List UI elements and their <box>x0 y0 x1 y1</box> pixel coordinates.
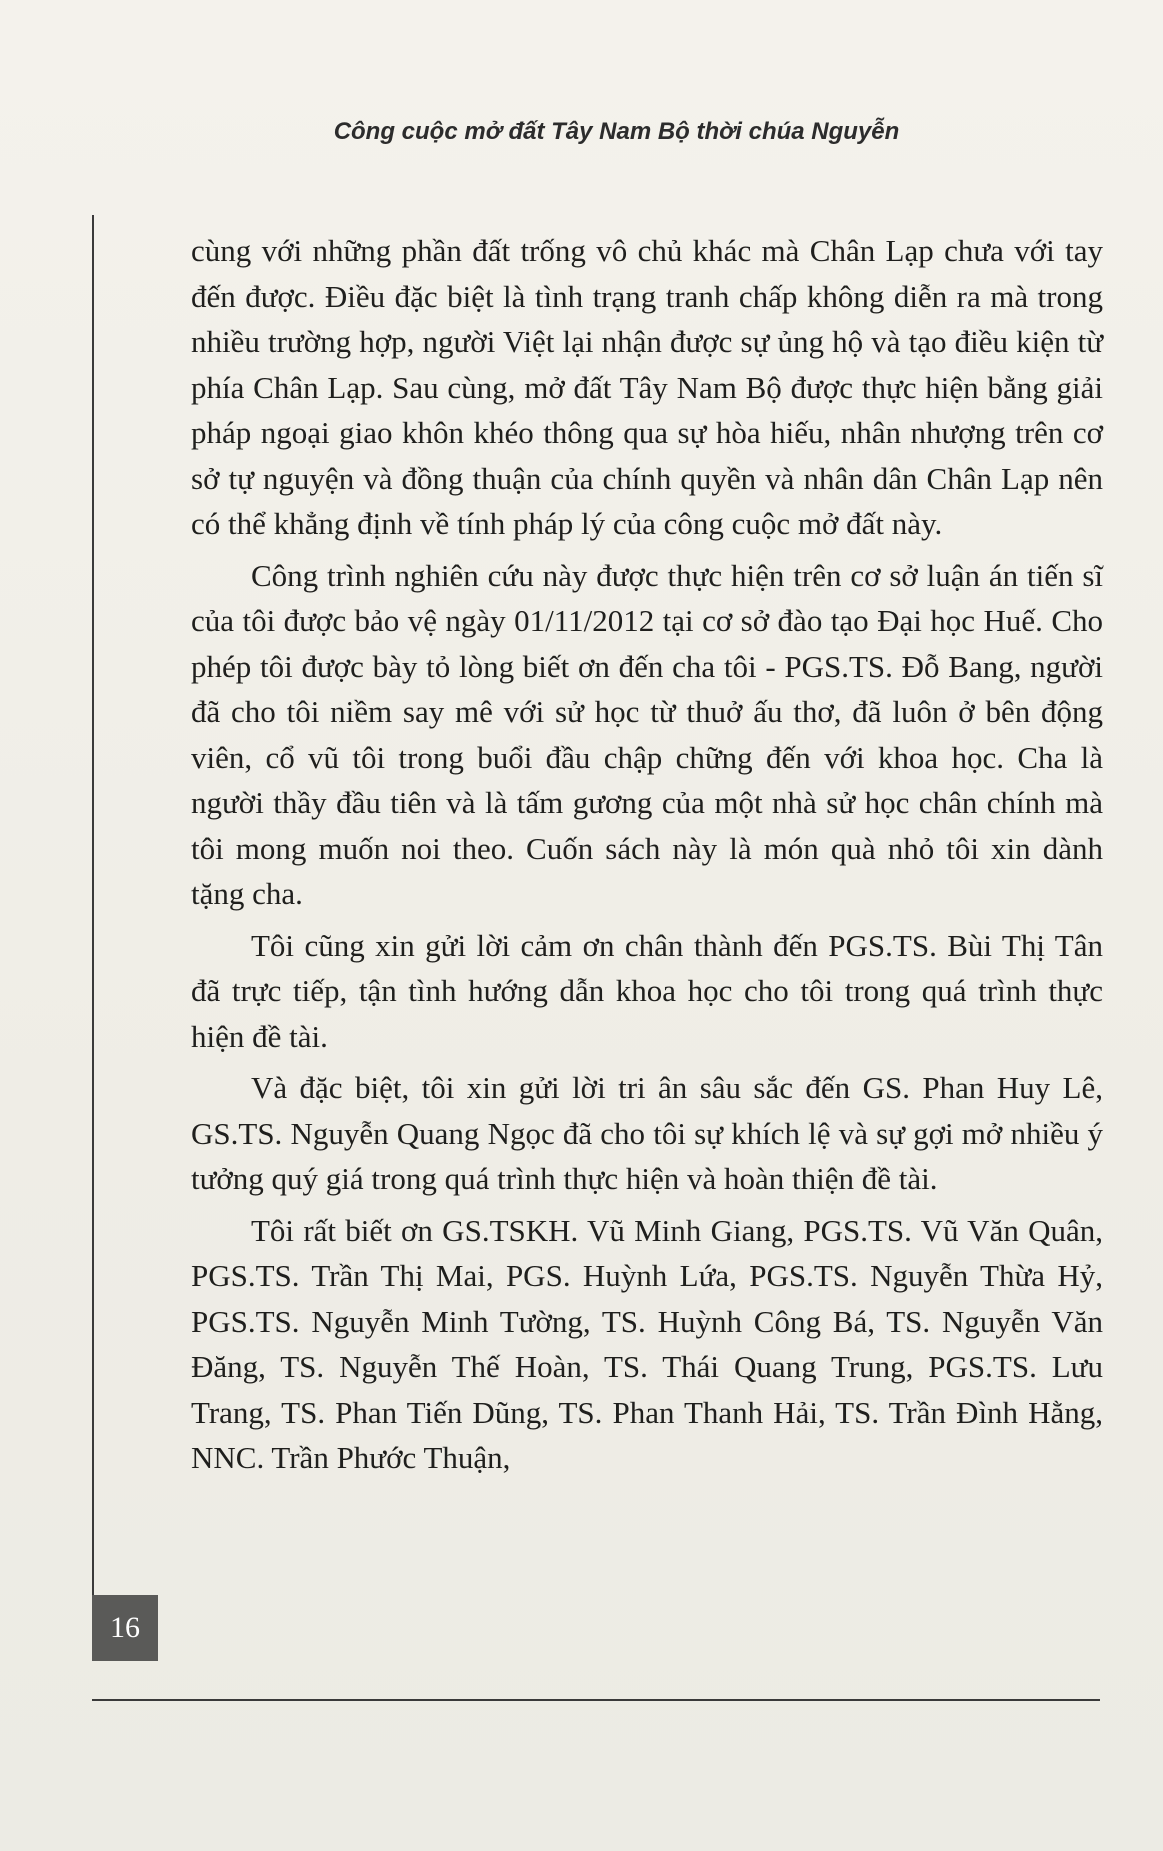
paragraph-thesis-acknowledgement: Công trình nghiên cứu này được thực hiện trên cơ sở luận án tiến sĩ của tôi được bảo vệ ngày 01/11/2012 tại cơ sở đào tạo Đại học Huế. Cho phép tôi được bày tỏ lòng biết ơn đến cha tôi - PGS.TS. Đỗ Bang, người đã cho tôi niềm say mê với sử học từ thuở ấu thơ, đã luôn ở bên động viên, cổ vũ tôi trong buổi đầu chập chững đến với khoa học. Cha là người thầy đầu tiên và là tấm gương của một nhà sử học chân chính mà tôi mong muốn noi theo. Cuốn sách này là món quà nhỏ tôi xin dành tặng cha. <box>191 557 1103 911</box>
page-number: 16 <box>92 1595 158 1661</box>
paragraph-special-thanks: Và đặc biệt, tôi xin gửi lời tri ân sâu sắc đến GS. Phan Huy Lê, GS.TS. Nguyễn Quang Ngọc đã cho tôi sự khích lệ và sự gợi mở nhiều ý tưởng quý giá trong quá trình thực hiện và hoàn thiện đề tài. <box>191 1070 1103 1196</box>
left-margin-rule <box>92 215 94 1595</box>
paragraph-gratitude-list: Tôi rất biết ơn GS.TSKH. Vũ Minh Giang, PGS.TS. Vũ Văn Quân, PGS.TS. Trần Thị Mai, PGS. Huỳnh Lứa, PGS.TS. Nguyễn Thừa Hỷ, PGS.TS. Nguyễn Minh Tường, TS. Huỳnh Công Bá, TS. Nguyễn Văn Đăng, TS. Nguyễn Thế Hoàn, TS. Thái Quang Trung, PGS.TS. Lưu Trang, TS. Phan Tiến Dũng, TS. Phan Thanh Hải, TS. Trần Đình Hằng, NNC. Trần Phước Thuận, <box>191 1212 1103 1475</box>
body-text <box>191 228 1103 1481</box>
bottom-rule <box>92 1699 1100 1701</box>
paragraph-advisor-thanks: Tôi cũng xin gửi lời cảm ơn chân thành đến PGS.TS. Bùi Thị Tân đã trực tiếp, tận tình hướng dẫn khoa học cho tôi trong quá trình thực hiện đề tài. <box>191 927 1103 1054</box>
paragraph-continuation: cùng với những phần đất trống vô chủ khác mà Chân Lạp chưa với tay đến được. Điều đặc biệt là tình trạng tranh chấp không diễn ra mà trong nhiều trường hợp, người Việt lại nhận được sự ủng hộ và tạo điều kiện từ phía Chân Lạp. Sau cùng, mở đất Tây Nam Bộ được thực hiện bằng giải pháp ngoại giao khôn khéo thông qua sự hòa hiếu, nhân nhượng trên cơ sở tự nguyện và đồng thuận của chính quyền và nhân dân Chân Lạp nên có thể khẳng định về tính pháp lý của công cuộc mở đất này. <box>191 233 1103 541</box>
running-header: Công cuộc mở đất Tây Nam Bộ thời chúa Nguyễn <box>333 118 900 145</box>
